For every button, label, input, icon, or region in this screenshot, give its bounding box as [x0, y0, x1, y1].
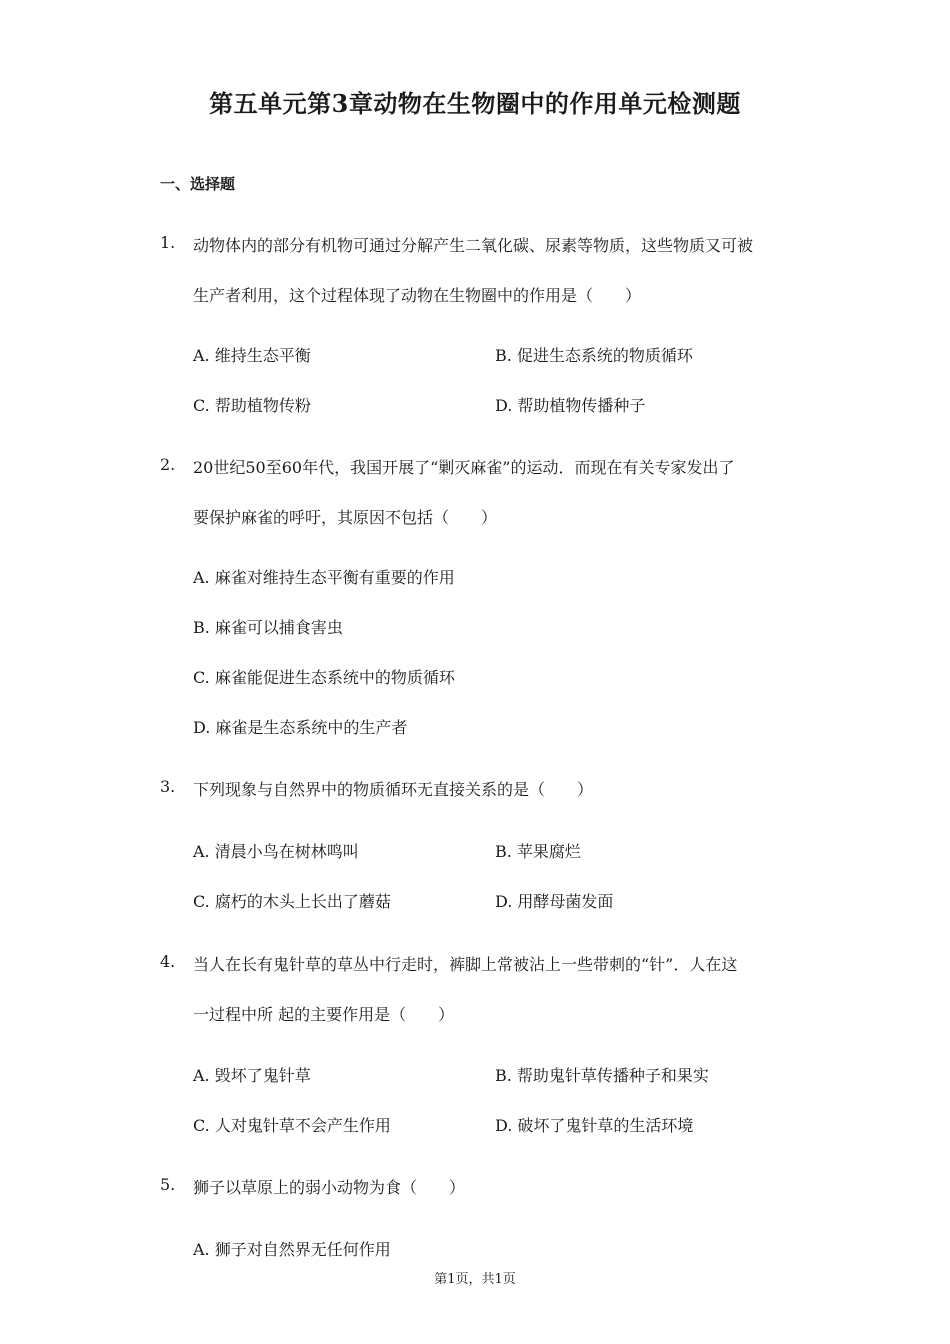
option-b[interactable]: B. 促进生态系统的物质循环 — [495, 346, 693, 365]
question-number: 5. — [160, 1175, 176, 1194]
question-text-line: 生产者利用，这个过程体现了动物在生物圈中的作用是（ ） — [193, 286, 642, 305]
page-title: 第五单元第3章动物在生物圈中的作用单元检测题 — [209, 89, 741, 118]
question-text-line: 狮子以草原上的弱小动物为食（ ） — [193, 1178, 466, 1197]
option-c[interactable]: C. 腐朽的木头上长出了蘑菇 — [193, 892, 391, 911]
option-a[interactable]: A. 麻雀对维持生态平衡有重要的作用 — [193, 568, 455, 587]
option-d[interactable]: D. 用酵母菌发面 — [495, 892, 614, 911]
option-b[interactable]: B. 麻雀可以捕食害虫 — [193, 618, 343, 637]
question-number: 3. — [160, 777, 176, 796]
page-footer: 第1页，共1页 — [434, 1272, 516, 1287]
option-d[interactable]: D. 帮助植物传播种子 — [495, 396, 646, 415]
question-number: 2. — [160, 455, 176, 474]
option-d[interactable]: D. 破坏了鬼针草的生活环境 — [495, 1116, 694, 1135]
option-a[interactable]: A. 清晨小鸟在树林鸣叫 — [193, 842, 359, 861]
option-c[interactable]: C. 麻雀能促进生态系统中的物质循环 — [193, 668, 455, 687]
option-c[interactable]: C. 人对鬼针草不会产生作用 — [193, 1116, 391, 1135]
option-a[interactable]: A. 毁坏了鬼针草 — [193, 1066, 311, 1085]
question-number: 1. — [160, 233, 176, 252]
option-b[interactable]: B. 苹果腐烂 — [495, 842, 581, 861]
question-text-line: 当人在长有鬼针草的草丛中行走时，裤脚上常被沾上一些带刺的“针”．人在这 — [193, 955, 738, 974]
option-d[interactable]: D. 麻雀是生态系统中的生产者 — [193, 718, 408, 737]
question-text-line: 一过程中所 起的主要作用是（ ） — [193, 1005, 455, 1024]
question-number: 4. — [160, 952, 176, 971]
option-b[interactable]: B. 帮助鬼针草传播种子和果实 — [495, 1066, 709, 1085]
question-text-line: 20世纪50至60年代，我国开展了“剿灭麻雀”的运动．而现在有关专家发出了 — [193, 458, 735, 477]
option-c[interactable]: C. 帮助植物传粉 — [193, 396, 311, 415]
section-heading: 一、选择题 — [160, 175, 236, 193]
option-a[interactable]: A. 维持生态平衡 — [193, 346, 311, 365]
question-text-line: 下列现象与自然界中的物质循环无直接关系的是（ ） — [193, 780, 594, 799]
option-a[interactable]: A. 狮子对自然界无任何作用 — [193, 1240, 391, 1259]
question-text-line: 要保护麻雀的呼吁，其原因不包括（ ） — [193, 508, 498, 527]
question-text-line: 动物体内的部分有机物可通过分解产生二氧化碳、尿素等物质，这些物质又可被 — [193, 236, 754, 255]
